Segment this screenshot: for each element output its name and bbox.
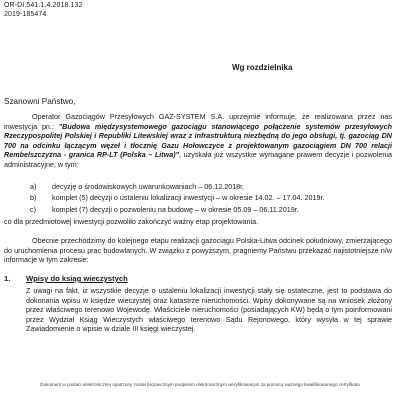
salutation: Szanowni Państwo,: [4, 97, 76, 106]
signature-footer: Dokument w postaci elektronicznej opatrzony został bezpiecznym podpisem elektronicznym weryfikowanym za pomocą ważnego kwalifikowanego certyfikatu: [40, 382, 360, 387]
list-item-text: komplet (7) decyzji o pozwoleniu na budowę – w okresie 05.09 – 06.11.2019r.: [52, 204, 299, 214]
reference-number: OR-DI.541.1.4.2018.132: [4, 2, 83, 9]
list-item-marker: b): [30, 193, 37, 203]
intro-lead: Operator Gazociągów Przesyłowych GAZ-SYSTEM S.A. uprzejmie informuje, że realizowana przez nas inwestycja pn.:: [4, 112, 392, 131]
stage-paragraph: co dla przedmiotowej inwestycji pozwoliło zakończyć ważny etap projektowania.: [4, 217, 259, 226]
list-item-marker: a): [30, 182, 37, 191]
document-id: 2019-185474: [4, 10, 47, 18]
list-item: [30, 192, 324, 203]
intro-paragraph: [4, 112, 392, 170]
list-item-text: decyzję o środowiskowych uwarunkowaniach – 06.12.2018r,: [52, 182, 245, 191]
recipient-line: Wg rozdzielnika: [232, 63, 293, 72]
project-name: "Budowa międzysystemowego gazociągu stanowiącego połączenie systemów przesyłowych Rzeczypospolitej Polskiej i Republiki Litewskiej wraz z infrastrukturą niezbędną do jego obsługi, tj. gazociąg DN 700 na odcinku łączącym węzeł i tłocznię Gazu Hołowczyce z projektowanym gazociągiem DN 700 relacji Rembelszczyzna - granica RP-LT (Polska – Litwa)": [4, 121, 392, 160]
section-heading: [4, 274, 128, 283]
list-item-text: komplet (5) decyzji o ustaleniu lokalizacji inwestycji – w okresie 14.02. – 17.04. 2019r.: [52, 193, 325, 203]
decisions-list: [30, 181, 324, 215]
document-reference: [4, 2, 82, 19]
next-stage-paragraph: Obecnie przechodzimy do kolejnego etapu realizacji gazociągu Polska-Litwa odcinek południowy, zmierzającego do uruchomienia procesu prac budowlanych. W związku z powyższym, pragniemy Państwu przekazać najistotniejsze n/w informacje w tym zakresie:: [4, 236, 392, 265]
list-item: [30, 181, 324, 192]
list-item: [30, 204, 324, 215]
list-item-marker: c): [30, 204, 36, 214]
section-body: Z uwagi na fakt, iż wszystkie decyzje o ustaleniu lokalizacji inwestycji stały się ostateczne, jest to podstawa do dokonania wpisu w księdze wieczystej oraz katastrze nieruchomości. Wpisy dokonywane są na wniosek złożony przez właściwego terenowo Wojewodę. Właściciele nieruchomości (posiadających KW) będą o tym poinformowani przez Wydział Ksiąg Wieczystych właściwego terenowo Sądu Rejonowego, który wysyła w tej sprawie Zawiadomienie o wpisie w dziale III księgi wieczystej.: [26, 286, 392, 334]
section-title: Wpisy do ksiąg wieczystych: [26, 274, 128, 283]
intro-tail: , uzyskała już wszystkie wymagane prawem decyzje i pozwolenia administracyjne, w tym:: [4, 150, 392, 169]
section-number: 1.: [4, 274, 11, 283]
